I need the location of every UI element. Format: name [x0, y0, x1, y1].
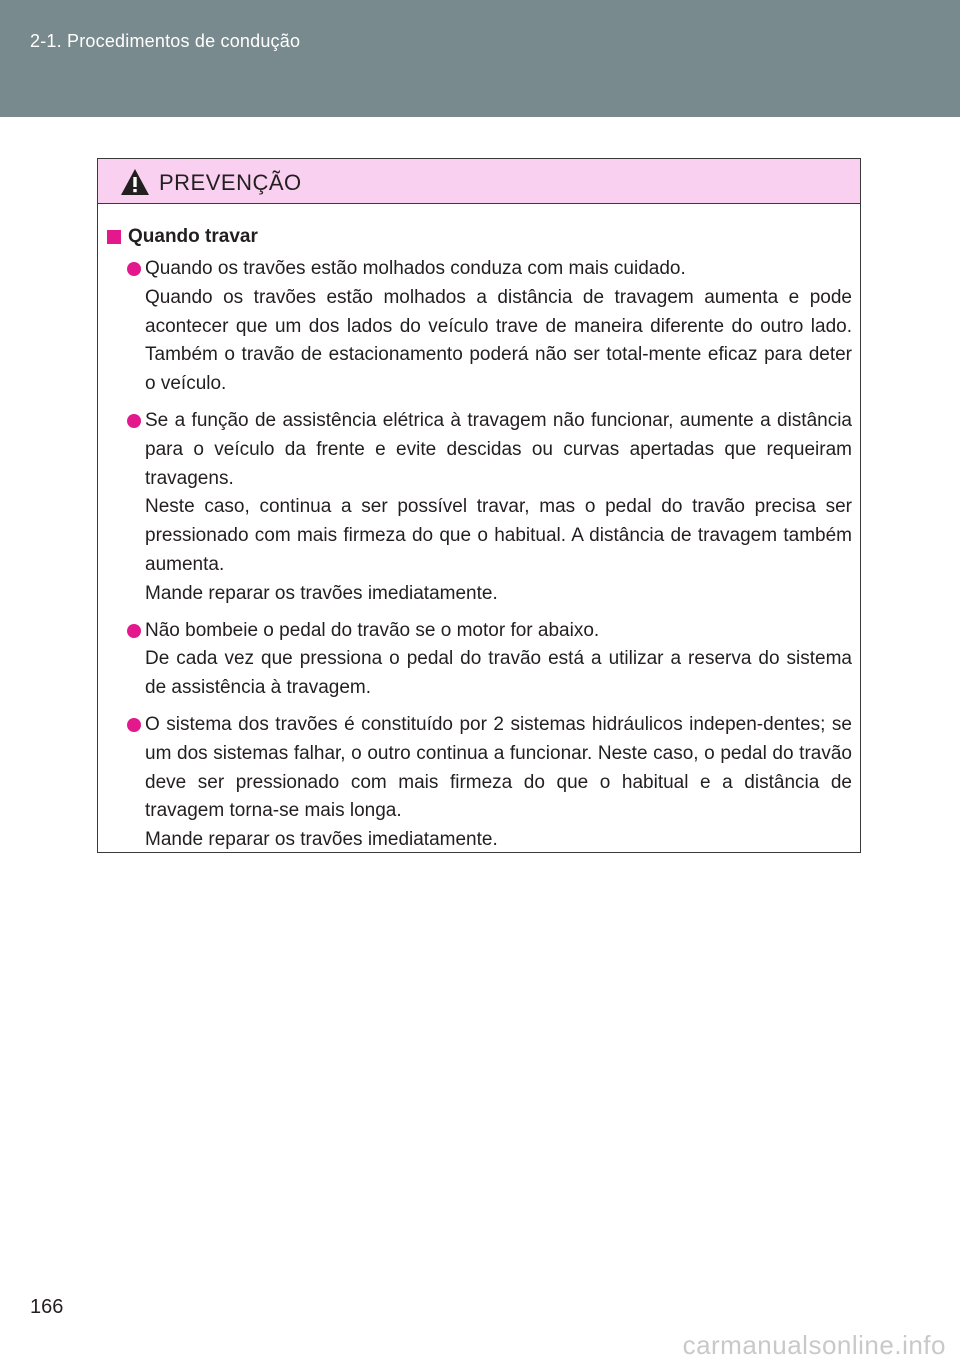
caution-body [98, 204, 860, 855]
circle-bullet-icon [127, 262, 141, 276]
item-paragraph: Quando os travões estão molhados conduza com mais cuidado. [145, 258, 686, 279]
section-heading-text: Quando travar [128, 226, 258, 247]
caution-box [97, 158, 861, 853]
caution-title: PREVENÇÃO [159, 170, 302, 195]
header-band [0, 0, 960, 117]
caution-header [98, 159, 860, 204]
item-paragraph: Não bombeie o pedal do travão se o motor for abaixo. [145, 619, 600, 641]
caution-item [145, 407, 852, 609]
circle-bullet-icon [127, 718, 141, 732]
warning-triangle-icon [120, 168, 150, 196]
caution-item [145, 617, 852, 703]
item-paragraph: Mande reparar os travões imediatamente. [145, 829, 498, 851]
caution-item [145, 711, 852, 855]
caution-item [145, 255, 852, 399]
item-paragraph: Neste caso, continua a ser possível travar, mas o pedal do travão precisa ser pressionado com mais firmeza do que o habitual. A distância de travagem também aumenta. [145, 496, 852, 575]
square-bullet-icon [107, 230, 121, 244]
watermark: carmanualsonline.info [682, 1330, 946, 1360]
circle-bullet-icon [127, 624, 141, 638]
section-heading [128, 224, 852, 250]
page-number: 166 [30, 1296, 64, 1318]
item-paragraph: Quando os travões estão molhados a distância de travagem aumenta e pode acontecer que um dos lados do veículo trave de maneira diferente do outro lado. Também o travão de estacionamento poderá não ser total-mente eficaz para deter o veículo. [145, 286, 852, 395]
item-paragraph: O sistema dos travões é constituído por 2 sistemas hidráulicos indepen-dentes; se um dos sistemas falhar, o outro continua a funcionar. Neste caso, o pedal do travão deve ser pressionado com mais firmeza do que o habitual e a distância de travagem torna-se mais longa. [145, 713, 852, 822]
item-paragraph: Se a função de assistência elétrica à travagem não funcionar, aumente a distância para o veículo da frente e evite descidas ou curvas apertadas que requeiram travagens. [145, 409, 852, 489]
circle-bullet-icon [127, 414, 141, 428]
section-title: 2-1. Procedimentos de condução [30, 31, 301, 51]
item-paragraph: De cada vez que pressiona o pedal do travão está a utilizar a reserva do sistema de assistência à travagem. [145, 648, 852, 699]
item-paragraph: Mande reparar os travões imediatamente. [145, 582, 498, 604]
